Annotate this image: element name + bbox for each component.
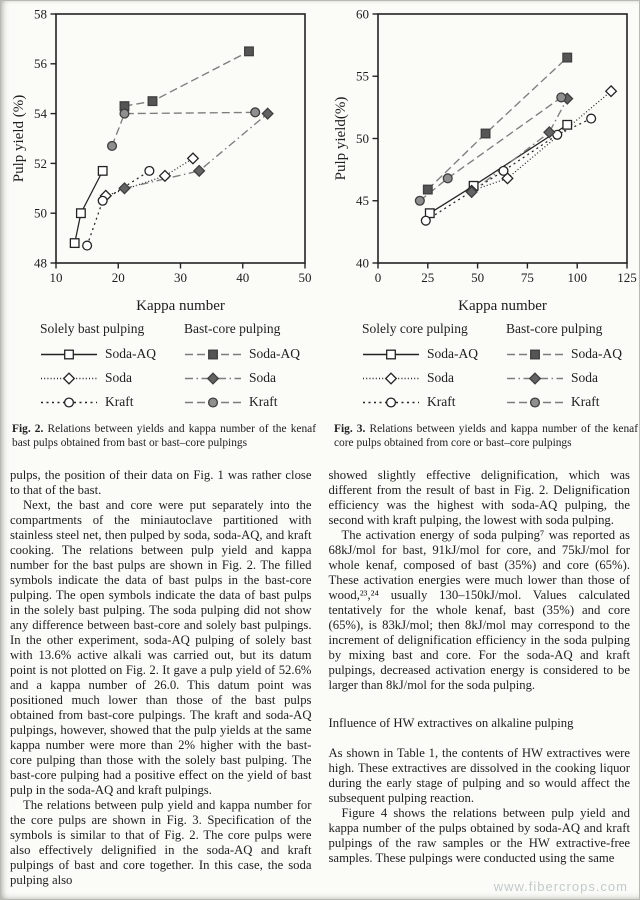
legend-column [362, 321, 496, 414]
legend-label: Kraft [571, 394, 600, 409]
diamond-filled-marker [530, 373, 541, 384]
legend-line-sample [184, 348, 242, 361]
legend-column [506, 321, 640, 414]
paragraph: Figure 4 shows the relations between pulp yield and kappa number of the pulps obtained by soda-AQ and kraft pulpings of the raw samples or the HW extractive-free samples. These pulpings were conducted using the same [328, 806, 630, 865]
square-open-marker [65, 350, 74, 359]
legend-label: Soda [105, 370, 132, 385]
legend-item [184, 366, 318, 390]
x-tick-label: 50 [298, 270, 312, 285]
diamond-open-marker [386, 373, 397, 384]
diamond-open-marker [64, 373, 75, 384]
circle-open-marker [98, 196, 107, 205]
fig2-pulp-yield-chart [10, 5, 318, 317]
circle-open-marker [421, 216, 430, 225]
x-tick-label: 40 [236, 270, 250, 285]
y-tick-label: 50 [34, 205, 47, 221]
diamond-open-marker [188, 153, 199, 164]
plot-frame [56, 14, 305, 263]
x-tick-label: 10 [49, 270, 63, 285]
watermark: www.fibercrops.com [493, 879, 628, 894]
y-tick-label: 50 [356, 130, 369, 146]
fig3-legend [332, 321, 640, 414]
x-tick-label: 125 [617, 270, 637, 285]
legend-item [362, 366, 496, 390]
legend-item [362, 390, 496, 414]
circle-open-marker [65, 398, 74, 407]
paragraph: showed slightly effective delignification, which was different from the result of bast in Fig. 2. Delignification efficiency was the highest with soda-AQ pulping, the second with kraft pulping, the lowest with soda pulping. [328, 468, 630, 527]
series-line [112, 112, 255, 146]
y-tick-label: 40 [356, 255, 369, 271]
series-line [125, 114, 268, 189]
y-tick-label: 58 [34, 6, 47, 22]
square-open-marker [98, 167, 107, 176]
figure-3 [332, 5, 640, 450]
legend-line-sample [362, 348, 420, 361]
x-tick-label: 25 [421, 270, 435, 285]
square-filled-marker [563, 53, 572, 62]
legend-label: Soda-AQ [571, 346, 622, 361]
series-line [430, 125, 567, 213]
text-column-right [329, 468, 631, 888]
square-filled-marker [209, 350, 218, 359]
y-tick-label: 60 [356, 6, 369, 22]
series-line [75, 171, 103, 243]
y-axis-title: Pulp yield (%) [11, 94, 27, 183]
legend-item [506, 390, 640, 414]
y-tick-label: 56 [34, 56, 47, 72]
fig2-legend [10, 321, 318, 414]
circle-open-marker [499, 166, 508, 175]
fig3-pulp-yield-chart [332, 5, 640, 317]
legend-label: Soda [571, 370, 598, 385]
paragraph: The relations between pulp yield and kappa number for the core pulps are shown in Fig. 3. Specification of the symbols is similar to that of Fig. 2. The core pulps were also effectively delignified in the soda-AQ and kraft pulpings of bast and core together. In this case, the soda pulping also [10, 798, 312, 887]
square-open-marker [77, 209, 86, 218]
legend-label: Kraft [427, 394, 456, 409]
x-tick-label: 30 [174, 270, 187, 285]
circle-open-marker [587, 114, 596, 123]
square-filled-marker [481, 129, 490, 138]
legend-item [184, 342, 318, 366]
x-tick-label: 75 [520, 270, 534, 285]
legend-line-sample [362, 396, 420, 409]
legend-label: Kraft [105, 394, 134, 409]
paragraph: pulps, the position of their data on Fig. 1 was rather close to that of the bast. [10, 468, 312, 497]
x-tick-label: 20 [111, 270, 125, 285]
body-text [0, 468, 640, 888]
diamond-filled-marker [194, 166, 205, 177]
section-heading: Influence of HW extractives on alkaline pulping [328, 716, 574, 730]
legend-column [184, 321, 318, 414]
legend-label: Soda [249, 370, 276, 385]
circle-filled-marker [251, 108, 260, 117]
circle-filled-marker [108, 142, 117, 151]
legend-line-sample [40, 396, 98, 409]
legend-label: Soda [427, 370, 454, 385]
legend-line-sample [506, 396, 564, 409]
diamond-filled-marker [208, 373, 219, 384]
y-tick-label: 55 [356, 68, 369, 84]
legend-item [40, 366, 174, 390]
legend-item [362, 342, 496, 366]
x-axis-title: Kappa number [458, 298, 547, 314]
square-filled-marker [148, 97, 157, 106]
legend-header: Solely bast pulping [40, 321, 145, 336]
series-line [125, 51, 250, 106]
square-filled-marker [531, 350, 540, 359]
x-tick-label: 50 [471, 270, 485, 285]
y-tick-label: 48 [34, 255, 47, 271]
y-tick-label: 45 [356, 193, 369, 209]
legend-label: Soda-AQ [427, 346, 478, 361]
legend-label: Soda-AQ [105, 346, 156, 361]
legend-line-sample [362, 372, 420, 385]
figure-2 [10, 5, 318, 450]
legend-item [506, 342, 640, 366]
legend-line-sample [506, 348, 564, 361]
series-line [420, 97, 562, 200]
fig2-caption [12, 422, 316, 450]
square-open-marker [563, 121, 572, 130]
fig3-caption-label: Fig. 3. [334, 423, 366, 435]
legend-line-sample [506, 372, 564, 385]
y-tick-label: 52 [34, 155, 47, 171]
x-tick-label: 0 [374, 270, 382, 285]
paragraph: As shown in Table 1, the contents of HW extractives were high. These extractives are dissolved in the cooking liquor during the early stage of pulping and so would affect the subsequent pulping reaction. [328, 746, 630, 805]
circle-filled-marker [120, 109, 129, 118]
text-column-left [10, 468, 312, 888]
fig3-caption [334, 422, 638, 450]
legend-line-sample [40, 372, 98, 385]
circle-open-marker [387, 398, 396, 407]
square-filled-marker [245, 47, 254, 56]
fig2-caption-label: Fig. 2. [12, 423, 44, 435]
legend-header: Solely core pulping [362, 321, 468, 336]
circle-filled-marker [557, 93, 566, 102]
y-axis-title: Pulp yield(%) [333, 96, 349, 181]
circle-open-marker [145, 166, 154, 175]
y-tick-label: 54 [34, 106, 47, 121]
diamond-open-marker [606, 86, 617, 97]
circle-filled-marker [531, 398, 540, 407]
x-tick-label: 100 [567, 270, 587, 285]
circle-open-marker [83, 241, 92, 250]
legend-item [40, 342, 174, 366]
circle-filled-marker [209, 398, 218, 407]
legend-item [40, 390, 174, 414]
legend-item [184, 390, 318, 414]
fig3-caption-text: Relations between yields and kappa number of the kenaf core pulps obtained from core or bast–core pulpings [334, 423, 638, 449]
fig2-caption-text: Relations between yields and kappa number of the kenaf bast pulps obtained from bast or bast–core pulpings [12, 423, 316, 449]
circle-filled-marker [443, 174, 452, 183]
paragraph: Next, the bast and core were put separately into the compartments of the miniautoclave partitioned with stainless steel net, then pulped by soda, soda-AQ, and kraft cooking. The relations between pulp yield and kappa number for the bast pulps are shown in Fig. 2. The filled symbols indicate the data of bast pulps in the bast-core pulping. The open symbols indicate the data of bast pulps in the solely bast pulping. The soda pulping did not show any difference between bast-core and solely bast pulpings. In the other experiment, soda-AQ pulping of solely bast with 13.6% active alkali was carried out, but its datum point is not plotted on Fig. 2. It gave a pulp yield of 52.6% and a kappa number of 26.0. This datum point was positioned much lower than those of the bast pulps obtained from bast-core pulpings. The kraft and soda-AQ pulpings, however, showed that the pulp yields at the same kappa number were more than 2% higher with the bast-core pulping than those with the solely bast pulping. The bast-core pulping had a positive effect on the yield of bast pulp in the soda-AQ and kraft pulpings. [10, 498, 312, 797]
paragraph: The activation energy of soda pulping⁷ was reported as 68kJ/mol for bast, 91kJ/mol for core, and 75kJ/mol for whole kenaf, composed of bast (35%) and core (65%). These activation energies were much lower than those of wood,²³,²⁴ usually 130–150kJ/mol. Values calculated tentatively for the whole kenaf, bast (35%) and core (65%), is 83kJ/mol; then 8kJ/mol may correspond to the increment of delignification efficiency in the soda pulping by mixing bast and core. For the soda-AQ and kraft pulpings, decreased activation energy is considered to be larger than 8kJ/mol for the soda pulping. [328, 528, 630, 692]
legend-label: Kraft [249, 394, 278, 409]
square-open-marker [70, 239, 79, 248]
circle-filled-marker [415, 196, 424, 205]
square-filled-marker [424, 185, 433, 194]
legend-line-sample [184, 372, 242, 385]
legend-header: Bast-core pulping [184, 321, 281, 336]
legend-label: Soda-AQ [249, 346, 300, 361]
legend-item [506, 366, 640, 390]
x-axis-title: Kappa number [136, 298, 225, 314]
series-line [426, 119, 591, 221]
legend-line-sample [40, 348, 98, 361]
legend-header: Bast-core pulping [506, 321, 603, 336]
square-open-marker [387, 350, 396, 359]
legend-line-sample [184, 396, 242, 409]
legend-column [40, 321, 174, 414]
